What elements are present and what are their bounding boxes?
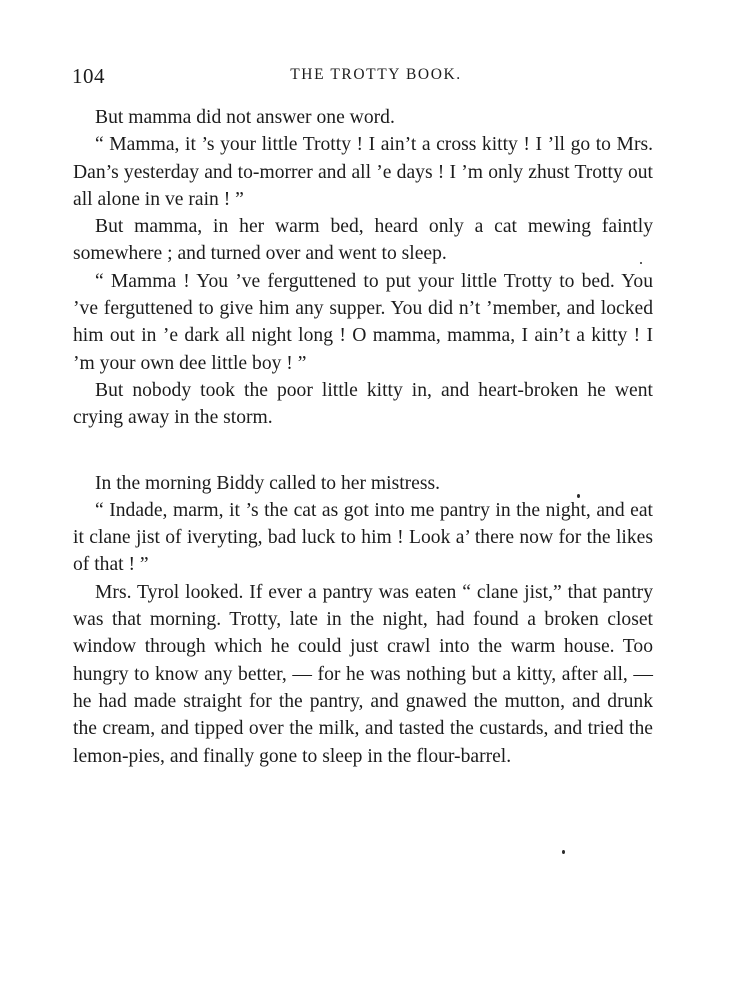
paragraph: But mamma did not answer one word. (95, 107, 395, 128)
section-break (73, 432, 653, 470)
print-speck (577, 494, 580, 498)
paragraph: But nobody took the poor little kitty in, and heart-broken he went crying away in the storm. (73, 379, 653, 429)
print-speck (640, 262, 642, 264)
running-head (72, 64, 652, 90)
paragraph: But mamma, in her warm bed, heard only a cat mewing faintly somewhere ; and turned over and went to sleep. (73, 216, 653, 265)
paragraph: “ Mamma ! You ’ve ferguttened to put your little Trotty to bed. You ’ve ferguttened to give him any supper. You did n’t ’member, and locked him out in ’e dark all night long ! O mamma, mamma, I ain’t a kitty ! I ’m your own dee little boy ! ” (73, 270, 653, 374)
paragraph: “ Mamma, it ’s your little Trotty ! I ain’t a cross kitty ! I ’ll go to Mrs. Dan’s yesterday and to-morrer and all ’e days ! I ’m only zhust Trotty out all alone in ve rain ! ” (73, 134, 653, 210)
page-number: 104 (72, 64, 105, 88)
paragraph: “ Indade, marm, it ’s the cat as got into me pantry in the night, and eat it clane jist of iveryting, bad luck to him ! Look a’ there now for the likes of that ! ” (73, 499, 653, 576)
print-speck (562, 850, 565, 854)
running-title: THE TROTTY BOOK. (290, 66, 462, 83)
body-text (73, 104, 653, 770)
paragraph: In the morning Biddy called to her mistress. (95, 472, 441, 494)
paragraph: Mrs. Tyrol looked. If ever a pantry was eaten “ clane jist,” that pantry was that morning. Trotty, late in the night, had found a broken closet window through which he could just crawl into the warm house. Too hungry to know any better, — for he was nothing but a kitty, after all, — he had made straight for the pantry, and gnawed the mutton, and drunk the cream, and tipped over the milk, and tasted the custards, and tried the lemon-pies, and finally gone to sleep in the flour-barrel. (73, 581, 653, 767)
